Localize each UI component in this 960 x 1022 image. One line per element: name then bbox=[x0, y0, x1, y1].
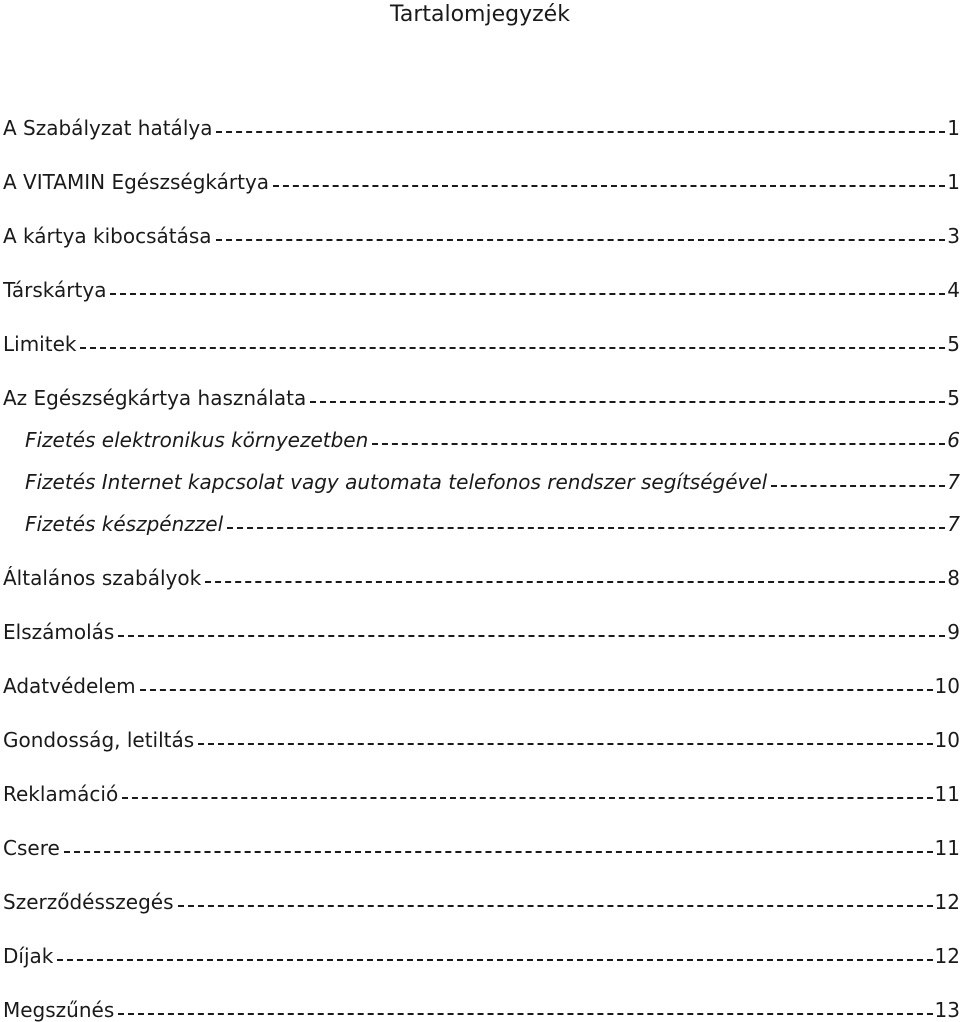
toc-dot-leader bbox=[310, 401, 945, 403]
toc-entry-page-number: 3 bbox=[947, 224, 960, 248]
toc-entry[interactable] bbox=[3, 668, 960, 698]
toc-entry[interactable] bbox=[3, 560, 960, 590]
toc-entry[interactable] bbox=[3, 218, 960, 248]
toc-entry[interactable] bbox=[3, 110, 960, 140]
toc-dot-leader bbox=[372, 443, 945, 445]
toc-entry-label: Díjak bbox=[3, 944, 54, 968]
toc-dot-leader bbox=[198, 743, 932, 745]
toc-entry-label: Limitek bbox=[3, 332, 77, 356]
toc-entry[interactable] bbox=[3, 164, 960, 194]
toc-entry-label: Fizetés készpénzzel bbox=[25, 512, 224, 536]
toc-entry-label: Megszűnés bbox=[3, 998, 115, 1022]
toc-dot-leader bbox=[216, 131, 945, 133]
toc-entry-page-number: 10 bbox=[934, 674, 960, 698]
toc-entry[interactable] bbox=[3, 992, 960, 1022]
toc-entry-label: Fizetés elektronikus környezetben bbox=[25, 428, 369, 452]
toc-entry-page-number: 5 bbox=[947, 386, 960, 410]
toc-entry-label: Szerződésszegés bbox=[3, 890, 174, 914]
toc-entry-label: A VITAMIN Egészségkártya bbox=[3, 170, 270, 194]
toc-dot-leader bbox=[80, 347, 945, 349]
toc-dot-leader bbox=[122, 797, 932, 799]
toc-entry[interactable] bbox=[25, 506, 960, 536]
toc-entry-label: Az Egészségkártya használata bbox=[3, 386, 307, 410]
toc-dot-leader bbox=[57, 959, 932, 961]
toc-entry[interactable] bbox=[3, 326, 960, 356]
toc-entry-label: Reklamáció bbox=[3, 782, 119, 806]
toc-entry[interactable] bbox=[3, 884, 960, 914]
toc-entry-label: Gondosság, letiltás bbox=[3, 728, 195, 752]
toc-entry[interactable] bbox=[3, 614, 960, 644]
toc-entry-label: Csere bbox=[3, 836, 60, 860]
toc-entry-page-number: 1 bbox=[947, 116, 960, 140]
toc-dot-leader bbox=[140, 689, 933, 691]
toc-entry[interactable] bbox=[25, 422, 960, 452]
toc-entry-page-number: 12 bbox=[934, 890, 960, 914]
toc-entry-page-number: 11 bbox=[934, 836, 960, 860]
toc-entry-label: Általános szabályok bbox=[3, 566, 202, 590]
toc-entry-page-number: 11 bbox=[934, 782, 960, 806]
toc-dot-leader bbox=[227, 527, 945, 529]
toc-dot-leader bbox=[273, 185, 945, 187]
toc-dot-leader bbox=[205, 581, 945, 583]
toc-entry-page-number: 1 bbox=[947, 170, 960, 194]
toc-entry[interactable] bbox=[25, 464, 960, 494]
toc-dot-leader bbox=[771, 485, 945, 487]
toc-entry-label: Fizetés Internet kapcsolat vagy automata telefonos rendszer segítségével bbox=[25, 470, 768, 494]
toc-dot-leader bbox=[64, 851, 933, 853]
toc-entry-label: Társkártya bbox=[3, 278, 107, 302]
toc-entry[interactable] bbox=[3, 776, 960, 806]
toc-entry-page-number: 6 bbox=[947, 428, 960, 452]
toc-entry[interactable] bbox=[3, 830, 960, 860]
toc-dot-leader bbox=[216, 239, 946, 241]
toc-entry-page-number: 7 bbox=[947, 470, 960, 494]
toc-entry-page-number: 9 bbox=[947, 620, 960, 644]
toc-entry-label: Elszámolás bbox=[3, 620, 115, 644]
toc-entry[interactable] bbox=[3, 272, 960, 302]
toc-dot-leader bbox=[118, 635, 945, 637]
toc-entry-page-number: 13 bbox=[934, 998, 960, 1022]
toc-entry-page-number: 12 bbox=[934, 944, 960, 968]
toc-entry-page-number: 8 bbox=[947, 566, 960, 590]
toc-entry-page-number: 7 bbox=[947, 512, 960, 536]
toc-entry-page-number: 4 bbox=[947, 278, 960, 302]
toc-dot-leader bbox=[178, 905, 933, 907]
toc-entry-label: Adatvédelem bbox=[3, 674, 136, 698]
toc-entry-page-number: 5 bbox=[947, 332, 960, 356]
toc-entry-label: A kártya kibocsátása bbox=[3, 224, 212, 248]
page-title: Tartalomjegyzék bbox=[390, 2, 570, 27]
toc-entry[interactable] bbox=[3, 380, 960, 410]
toc-entry-page-number: 10 bbox=[934, 728, 960, 752]
toc-dot-leader bbox=[110, 293, 945, 295]
toc-entry[interactable] bbox=[3, 938, 960, 968]
toc-dot-leader bbox=[118, 1013, 932, 1015]
toc-entry-label: A Szabályzat hatálya bbox=[3, 116, 213, 140]
toc-entry[interactable] bbox=[3, 722, 960, 752]
